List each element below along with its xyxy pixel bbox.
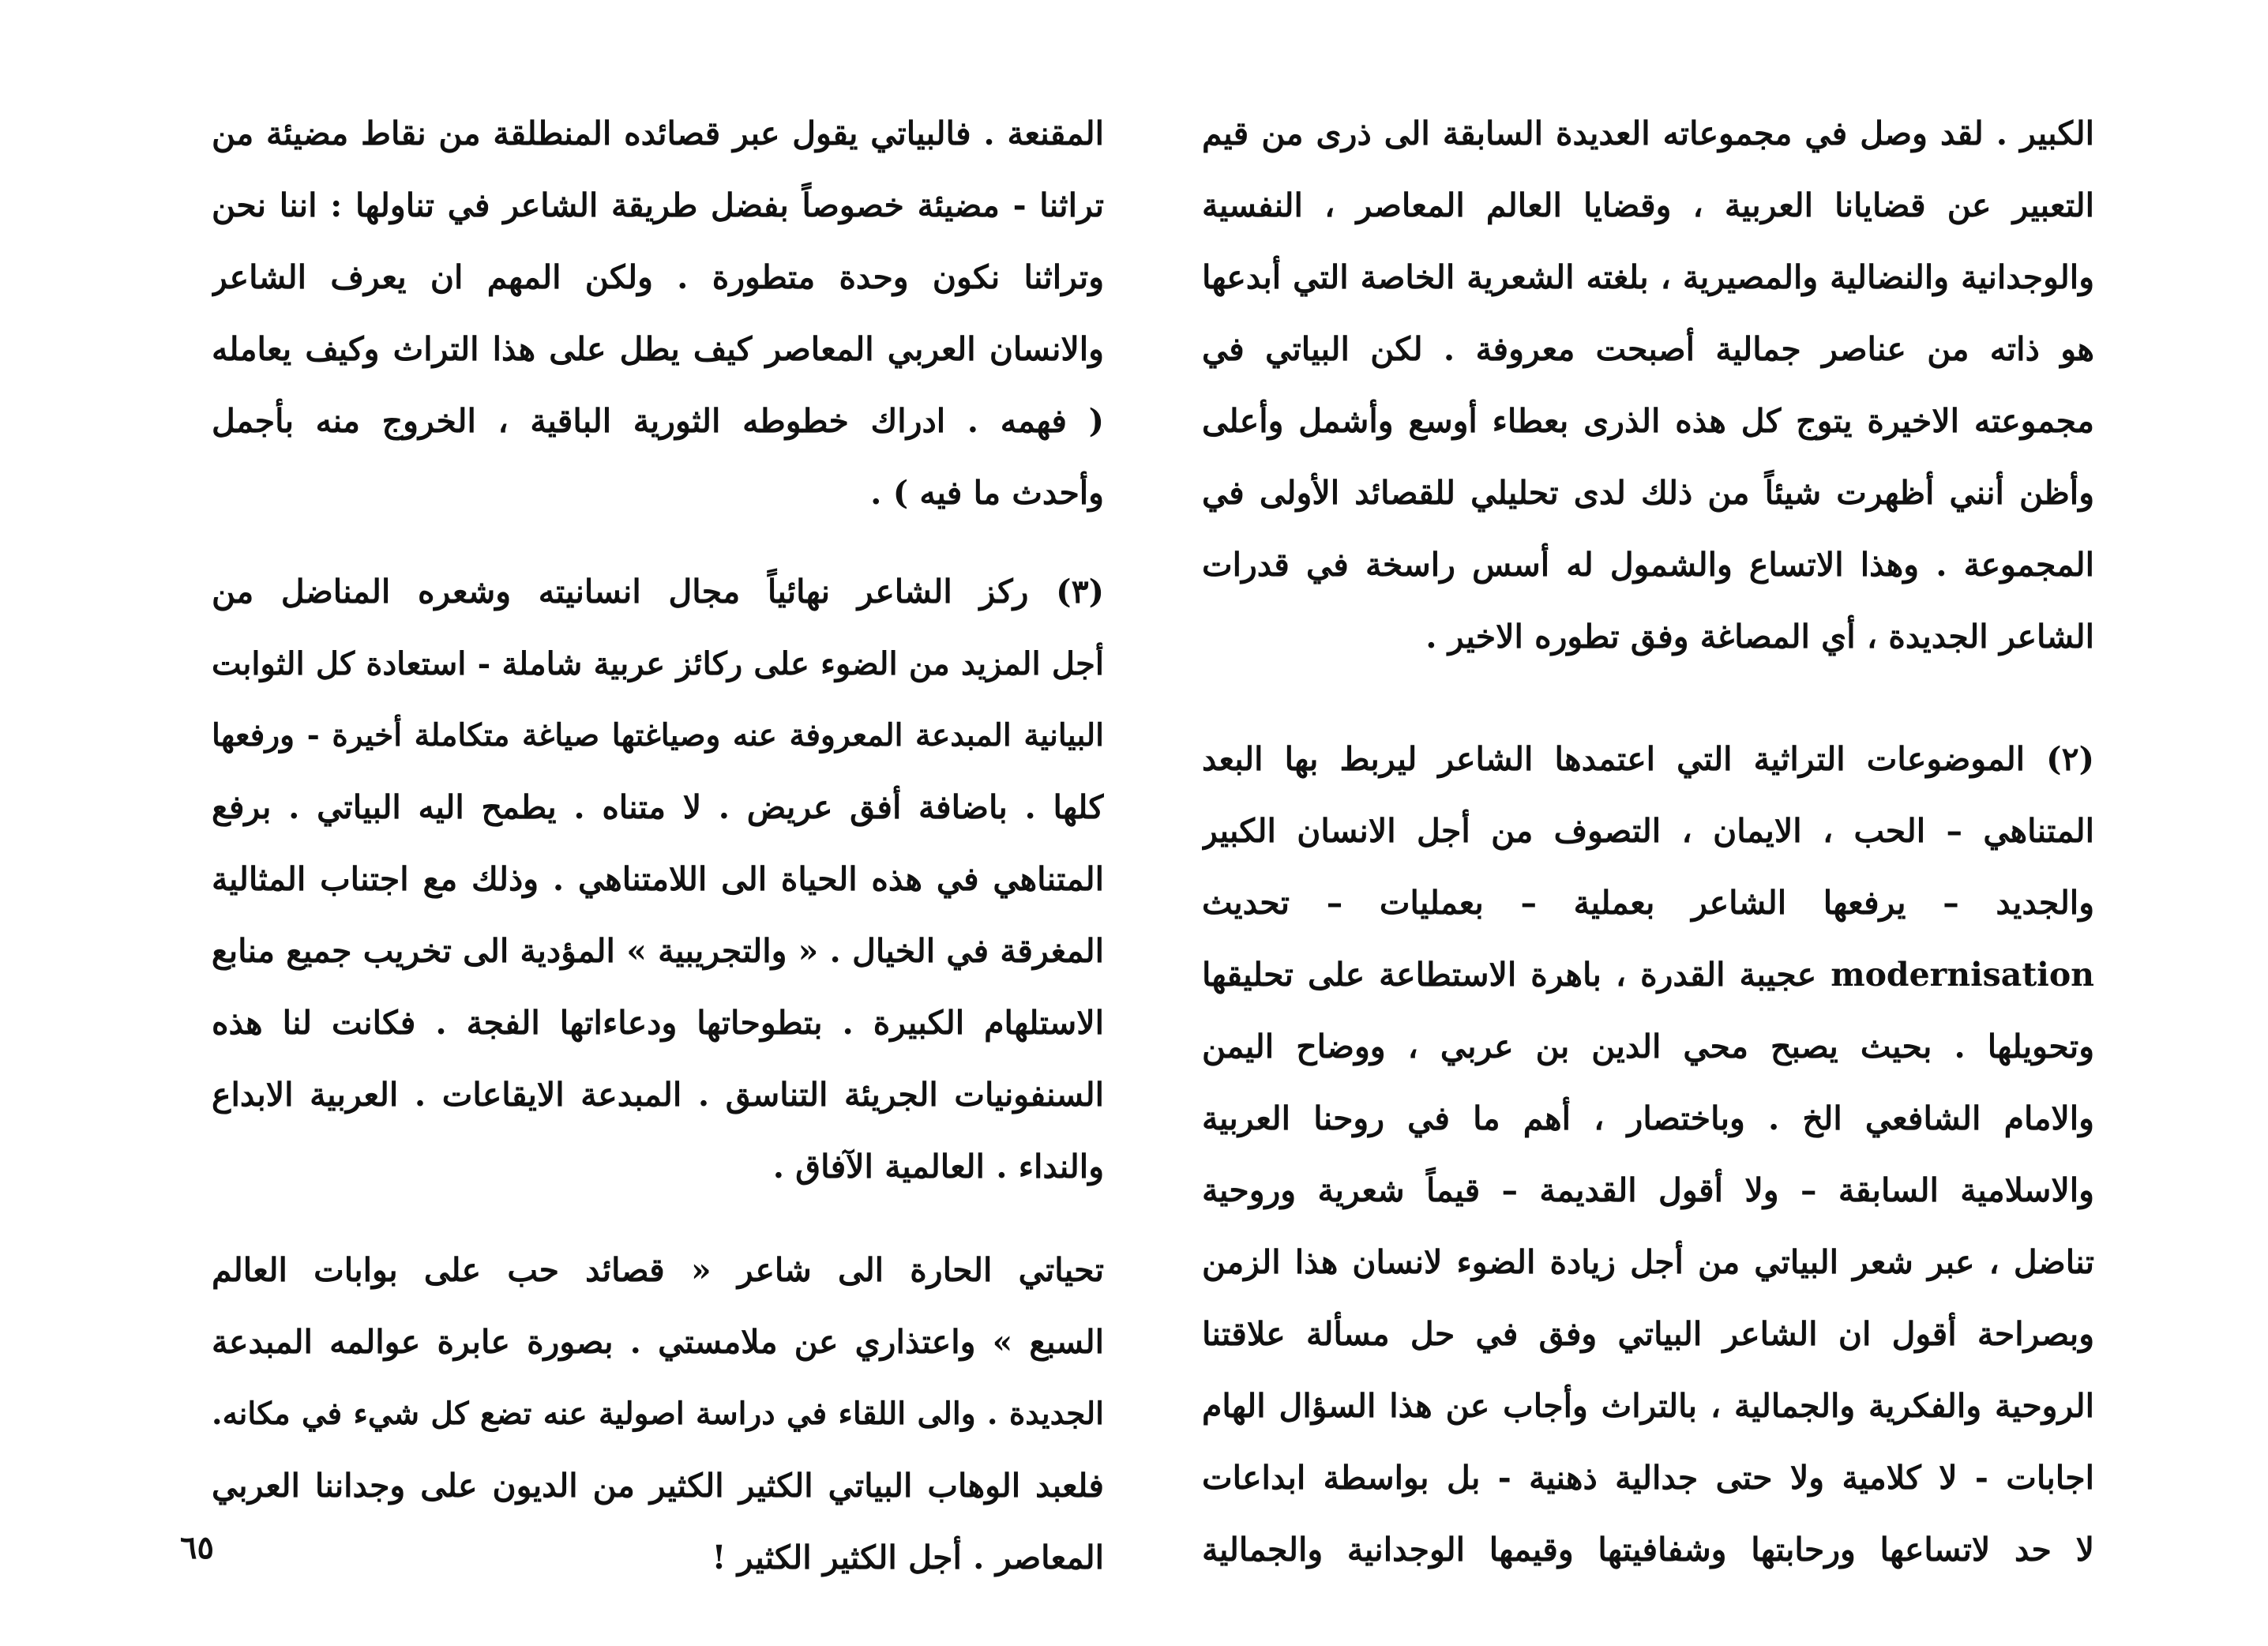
text-line: والنداء . العالمية الآفاق . — [772, 1148, 1104, 1186]
text-line: البيانية المبدعة المعروفة عنه وصياغتها صياغة متكاملة أخيرة - ورفعها — [212, 717, 1104, 753]
right-column — [1202, 98, 2094, 1586]
text-line: وبصراحة أقول ان الشاعر البياتي وفق في حل مسألة علاقتنا — [1202, 1315, 2094, 1353]
paragraph-gap — [212, 529, 1104, 556]
text-line: الجديدة . والى اللقاء في دراسة اصولية عنه تضع كل شيء في مكانه. — [212, 1396, 1104, 1432]
text-line: المتناهي في هذه الحياة الى اللامتناهي . وذلك مع اجتناب المثالية — [212, 860, 1104, 898]
text-line: فلعبد الوهاب البياتي الكثير الكثير من الديون على وجداننا العربي — [212, 1467, 1104, 1505]
paragraph — [1202, 98, 2094, 673]
text-line: المتناهي – الحب ، الايمان ، التصوف من أجل الانسان الكبير — [1202, 812, 2094, 850]
text-line: والانسان العربي المعاصر كيف يطل على هذا التراث وكيف يعامله — [212, 330, 1104, 368]
text-line: الروحية والفكرية والجمالية ، بالتراث وأجاب عن هذا السؤال الهام — [1202, 1387, 2094, 1425]
text-line: والجديد – يرفعها الشاعر بعملية – بعمليات – تحديث — [1202, 884, 2094, 922]
text-line: (٢) الموضوعات التراثية التي اعتمدها الشاعر ليربط بها البعد — [1202, 740, 2094, 778]
text-line: المغرقة في الخيال . « والتجريبية » المؤدية الى تخريب جميع منابع — [212, 932, 1104, 970]
text-line: modernisation عجيبة القدرة ، باهرة الاستطاعة على تحليقها — [1202, 956, 2094, 994]
text-line: الكبير . لقد وصل في مجموعاته العديدة السابقة الى ذرى من قيم — [1202, 115, 2094, 152]
text-line: اجابات - لا كلامية ولا حتى جدالية ذهنية - بل بواسطة ابداعات — [1202, 1459, 2094, 1497]
text-line: والاسلامية السابقة – ولا أقول القديمة – قيماً شعرية وروحية — [1202, 1171, 2094, 1209]
text-line: ( فهمه . ادراك خطوطه الثورية الباقية ، الخروج منه بأجمل — [212, 402, 1104, 440]
text-line: وأظن أنني أظهرت شيئاً من ذلك لدى تحليلي للقصائد الأولى في — [1202, 474, 2094, 512]
text-line: المقنعة . فالبياتي يقول عبر قصائده المنطلقة من نقاط مضيئة من — [212, 115, 1104, 152]
paragraph — [212, 556, 1104, 1203]
text-line: الاستلهام الكبيرة . بتطوحاتها ودعاءاتها الفجة . فكانت لنا هذه — [212, 1004, 1104, 1042]
text-line: تحياتي الحارة الى شاعر « قصائد حب على بوابات العالم — [212, 1251, 1104, 1289]
text-line: أجل المزيد من الضوء على ركائز عربية شاملة - استعادة كل الثوابت — [212, 645, 1104, 682]
text-line: مجموعته الاخيرة يتوج كل هذه الذرى بعطاء أوسع وأشمل وأعلى — [1202, 402, 2094, 440]
text-line: وتراثنا نكون وحدة متطورة . ولكن المهم ان يعرف الشاعر — [212, 258, 1104, 296]
text-line: التعبير عن قضايانا العربية ، وقضايا العالم المعاصر ، النفسية — [1202, 186, 2094, 224]
text-line: لا حد لاتساعها ورحابتها وشفافيتها وقيمها الوجدانية والجمالية — [1202, 1531, 2094, 1569]
text-line: هو ذاته من عناصر جمالية أصبحت معروفة . لكن البياتي في — [1202, 330, 2094, 368]
text-line: المجموعة . وهذا الاتساع والشمول له أسس راسخة في قدرات — [1202, 546, 2094, 584]
text-line: السنفونيات الجريئة التناسق . المبدعة الايقاعات . العربية الابداع — [212, 1076, 1104, 1114]
text-line: وأحدث ما فيه ) . — [870, 474, 1104, 512]
paragraph — [212, 1234, 1104, 1594]
text-line: تناضل ، عبر شعر البياتي من أجل زيادة الضوء لانسان هذا الزمن — [1202, 1243, 2094, 1281]
paragraph-gap — [1202, 673, 2094, 723]
text-line: السبع » واعتذاري عن ملامستي . بصورة عابرة عوالمه المبدعة — [212, 1323, 1104, 1361]
text-line: كلها . باضافة أفق عريض . لا متناه . يطمح اليه البياتي . برفع — [212, 788, 1104, 826]
text-line: وتحويلها . بحيث يصبح محي الدين بن عربي ، ووضاح اليمن — [1202, 1028, 2094, 1065]
page-number: ٦٥ — [180, 1529, 214, 1566]
paragraph-gap — [212, 1203, 1104, 1234]
left-column — [212, 98, 1104, 1594]
text-line: والامام الشافعي الخ . وباختصار ، أهم ما في روحنا العربية — [1202, 1099, 2094, 1137]
text-line: (٣) ركز الشاعر نهائياً مجال انسانيته وشعره المناضل من — [212, 573, 1104, 611]
text-line: الشاعر الجديدة ، أي المصاغة وفق تطوره الاخير . — [1425, 618, 2094, 656]
text-line: والوجدانية والنضالية والمصيرية ، بلغته الشعرية الخاصة التي أبدعها — [1202, 258, 2094, 296]
paragraph — [1202, 723, 2094, 1586]
text-line: المعاصر . أجل الكثير الكثير ! — [712, 1539, 1104, 1576]
paragraph — [212, 98, 1104, 529]
text-line: تراثنا - مضيئة خصوصاً بفضل طريقة الشاعر في تناولها : اننا نحن — [212, 186, 1104, 224]
